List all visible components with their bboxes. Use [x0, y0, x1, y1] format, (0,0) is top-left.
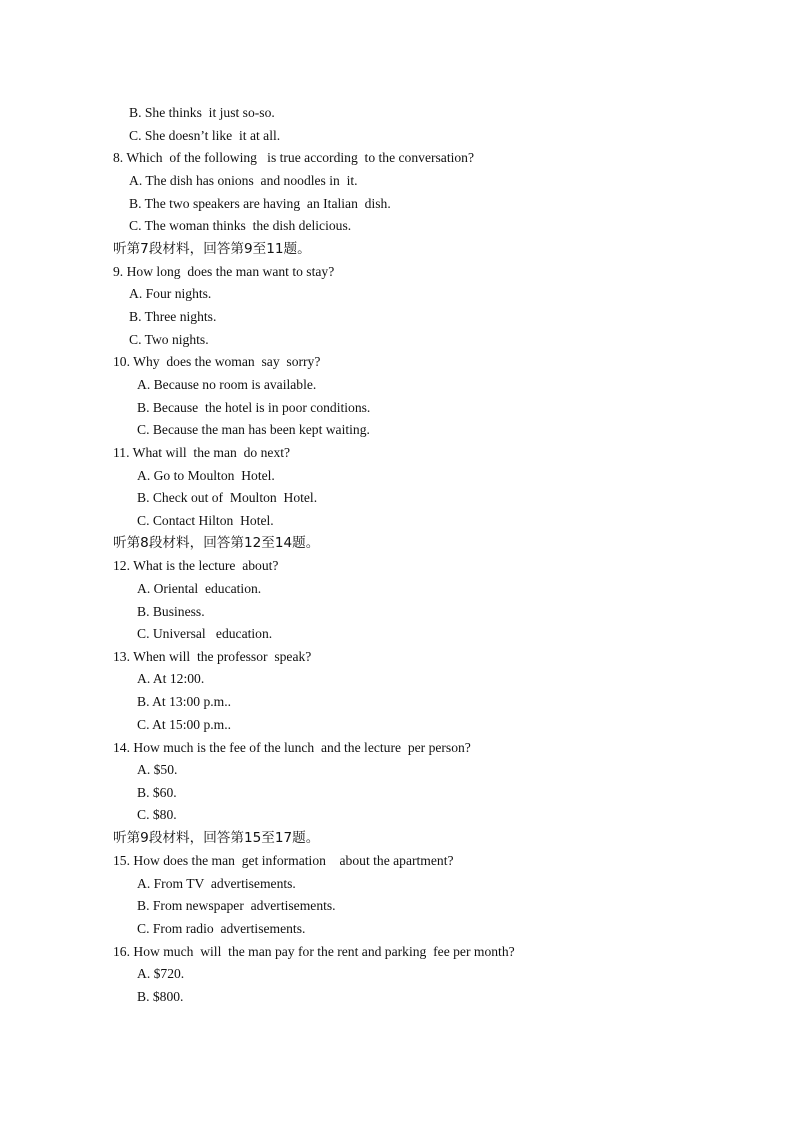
question-line: 12. What is the lecture about?: [113, 558, 279, 573]
question-line: 16. How much will the man pay for the rent and parking fee per month?: [113, 944, 515, 959]
question-line: 10. Why does the woman say sorry?: [113, 354, 321, 369]
option-line: B. From newspaper advertisements.: [137, 898, 336, 913]
section-heading: 听第9段材料，回答第15至17题。: [113, 830, 320, 846]
option-line: A. Oriental education.: [137, 581, 262, 596]
option-line: B. The two speakers are having an Italian dish.: [129, 196, 391, 211]
option-line: C. She doesn’t like it at all.: [129, 128, 281, 143]
question-line: 9. How long does the man want to stay?: [113, 264, 335, 279]
option-line: C. The woman thinks the dish delicious.: [129, 218, 352, 233]
option-line: C. Universal education.: [137, 626, 273, 641]
option-line: A. $50.: [137, 762, 178, 777]
option-line: C. Because the man has been kept waiting.: [137, 422, 370, 437]
section-heading: 听第7段材料，回答第9至11题。: [113, 241, 311, 257]
option-line: A. Go to Moulton Hotel.: [137, 468, 275, 483]
option-line: B. $800.: [137, 989, 184, 1004]
option-line: A. The dish has onions and noodles in it.: [129, 173, 358, 188]
option-line: C. Two nights.: [129, 332, 209, 347]
option-line: C. $80.: [137, 807, 177, 822]
option-line: A. At 12:00.: [137, 671, 205, 686]
option-line: B. Because the hotel is in poor conditions.: [137, 400, 371, 415]
option-line: C. From radio advertisements.: [137, 921, 306, 936]
option-line: B. Three nights.: [129, 309, 217, 324]
option-line: A. Because no room is available.: [137, 377, 317, 392]
option-line: B. Business.: [137, 604, 205, 619]
option-line: B. At 13:00 p.m..: [137, 694, 232, 709]
section-heading: 听第8段材料，回答第12至14题。: [113, 535, 320, 551]
question-line: 14. How much is the fee of the lunch and the lecture per person?: [113, 740, 471, 755]
option-line: A. $720.: [137, 966, 185, 981]
option-line: C. At 15:00 p.m..: [137, 717, 232, 732]
option-line: B. She thinks it just so-so.: [129, 105, 275, 120]
question-line: 13. When will the professor speak?: [113, 649, 312, 664]
option-line: B. Check out of Moulton Hotel.: [137, 490, 318, 505]
option-line: C. Contact Hilton Hotel.: [137, 513, 274, 528]
question-line: 15. How does the man get information about the apartment?: [113, 853, 454, 868]
option-line: B. $60.: [137, 785, 177, 800]
option-line: A. From TV advertisements.: [137, 876, 296, 891]
question-line: 11. What will the man do next?: [113, 445, 291, 460]
question-line: 8. Which of the following is true according to the conversation?: [113, 150, 475, 165]
option-line: A. Four nights.: [129, 286, 212, 301]
